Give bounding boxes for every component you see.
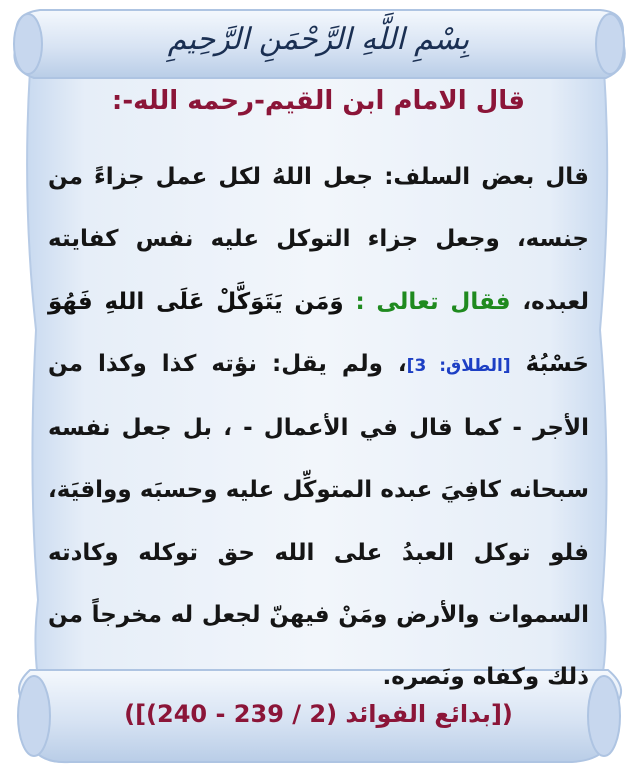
green-label: فقال تعالى : — [355, 288, 511, 315]
heading-quote-attribution: قال الامام ابن القيم-رحمه الله-: — [111, 86, 526, 116]
basmala-calligraphy: بِسْمِ اللَّهِ الرَّحْمَنِ الرَّحِيمِ — [167, 22, 470, 57]
paragraph-rest: ، ولم يقل: نؤته كذا وكذا من الأجر - كما قال في الأعمال - ، بل جعل نفسه سبحانه كافِيَ عبده المتوكِّل عليه وحسبَه وواقيَة، فلو توكل العبدُ على الله حق توكله وكادته السموات والأرض ومَنْ فيهنّ لجعل له مخرجاً من ذلك وكفاه ونَصره. — [48, 350, 589, 691]
source-citation: ([بدائع الفوائد (2 / 239 - 240)]) — [124, 700, 513, 728]
quote-paragraph — [48, 146, 589, 709]
quran-verse: وَمَن يَتَوَكَّلْ عَلَى اللهِ فَهُوَ حَسْبُهُ — [48, 288, 589, 377]
verse-reference: [الطلاق: 3] — [406, 355, 511, 376]
paragraph-intro: قال بعض السلف: جعل اللهُ لكل عمل جزاءً من جنسه، وجعل جزاء التوكل عليه نفس كفايته لعبده، — [48, 164, 589, 315]
